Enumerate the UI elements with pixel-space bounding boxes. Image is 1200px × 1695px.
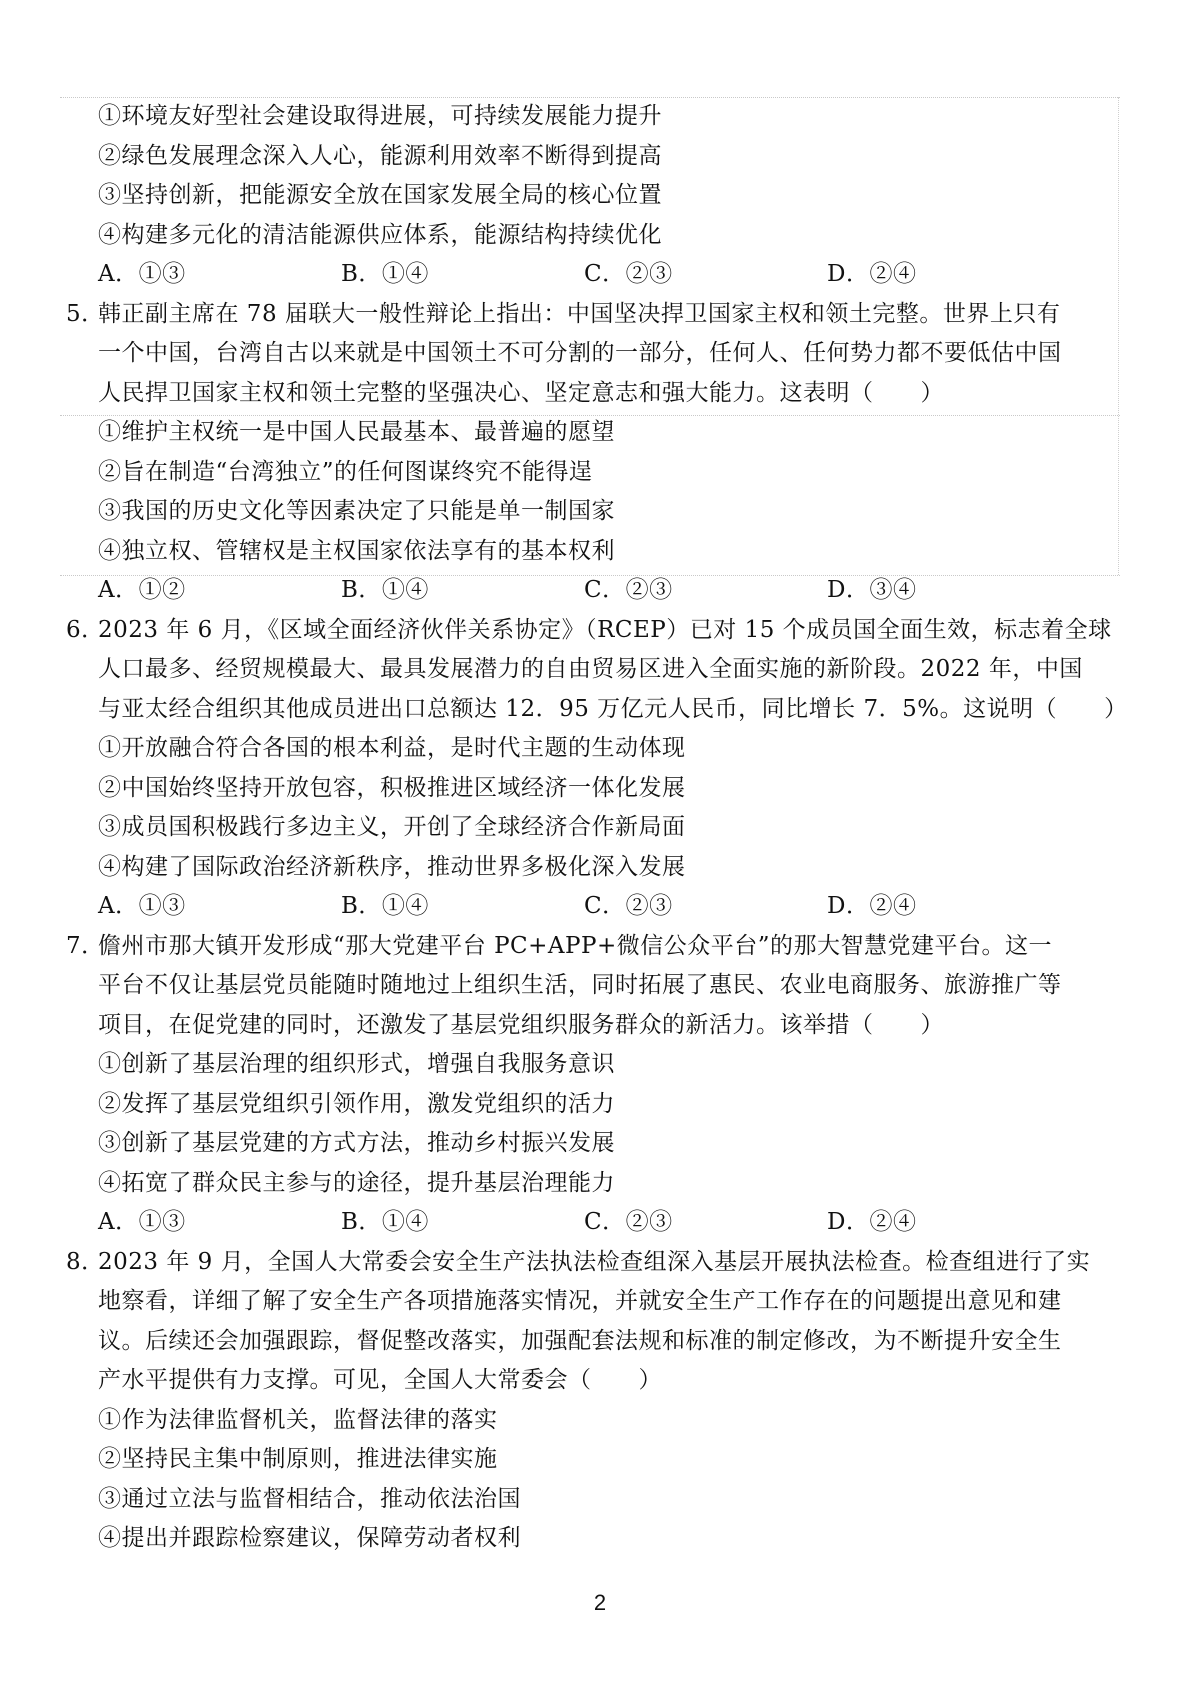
option-line: ④拓宽了群众民主参与的途径，提升基层治理能力 (98, 1169, 615, 1196)
question-number: 5． (66, 300, 105, 327)
question-content (66, 97, 1126, 1559)
option-line: ②坚持民主集中制原则，推进法律实施 (98, 1446, 498, 1472)
question-stem-line: 地察看，详细了解了安全生产各项措施落实情况，并就安全生产工作存在的问题提出意见和建 (98, 1288, 1062, 1314)
question-number: 6． (66, 616, 105, 643)
option-line: ②绿色发展理念深入人心，能源利用效率不断得到提高 (98, 142, 662, 169)
option-line: ②旨在制造“台湾独立”的任何图谋终究不能得逞 (98, 458, 593, 485)
choice-d: D．②④ (827, 1209, 917, 1235)
page-number: 2 (593, 1590, 607, 1615)
option-line: ③我国的历史文化等因素决定了只能是单一制国家 (98, 498, 615, 524)
answer-choices (66, 255, 1126, 295)
choice-b: B．①④ (341, 893, 429, 919)
question-7 (66, 927, 1126, 1243)
option-line: ④构建了国际政治经济新秩序，推动世界多极化深入发展 (98, 853, 686, 880)
option-line: ①环境友好型社会建设取得进展，可持续发展能力提升 (98, 103, 662, 129)
question-4 (66, 97, 1126, 295)
option-line: ②发挥了基层党组织引领作用，激发党组织的活力 (98, 1090, 615, 1117)
choice-c: C．②③ (584, 261, 673, 287)
question-stem-text: 儋州市那大镇开发形成“那大党建平台 PC+APP+微信公众平台”的那大智慧党建平台。这一 (98, 932, 1053, 959)
question-stem-line: 平台不仅让基层党员能随时随地过上组织生活，同时拓展了惠民、农业电商服务、旅游推广等 (98, 972, 1062, 998)
choice-c: C．②③ (584, 577, 673, 603)
option-line: ③通过立法与监督相结合，推动依法治国 (98, 1485, 521, 1512)
answer-choices (66, 887, 1126, 927)
choice-b: B．①④ (341, 1209, 429, 1235)
option-line: ③创新了基层党建的方式方法，推动乡村振兴发展 (98, 1130, 615, 1156)
option-line: ①维护主权统一是中国人民最基本、最普遍的愿望 (98, 419, 615, 445)
question-number: 7． (66, 932, 105, 959)
choice-c: C．②③ (584, 1209, 673, 1235)
question-stem-line (66, 611, 1126, 651)
question-stem-line: 一个中国，台湾自古以来就是中国领土不可分割的一部分，任何人、任何势力都不要低估中国 (98, 340, 1062, 366)
choice-a: A．①③ (98, 893, 186, 919)
choice-b: B．①④ (341, 261, 429, 287)
question-stem-line (66, 1243, 1126, 1283)
option-line: ②中国始终坚持开放包容，积极推进区域经济一体化发展 (98, 774, 686, 801)
choice-d: D．③④ (827, 577, 917, 603)
choice-d: D．②④ (827, 261, 917, 287)
choice-a: A．①③ (98, 1209, 186, 1235)
option-line: ④独立权、管辖权是主权国家依法享有的基本权利 (98, 537, 615, 564)
answer-choices (66, 571, 1126, 611)
question-8 (66, 1243, 1126, 1559)
answer-choices (66, 1203, 1126, 1243)
question-stem-line (66, 295, 1126, 335)
option-line: ①作为法律监督机关，监督法律的落实 (98, 1406, 498, 1433)
question-6 (66, 611, 1126, 927)
question-stem-line: 产水平提供有力支撑。可见，全国人大常委会（ ） (98, 1367, 662, 1393)
choice-a: A．①② (98, 577, 186, 603)
question-stem-line: 项目，在促党建的同时，还激发了基层党组织服务群众的新活力。该举措（ ） (98, 1011, 944, 1038)
question-number: 8． (66, 1248, 105, 1275)
choice-d: D．②④ (827, 893, 917, 919)
question-stem-text: 韩正副主席在 78 届联大一般性辩论上指出：中国坚决捍卫国家主权和领土完整。世界上只有 (98, 300, 1061, 327)
question-stem-line: 议。后续还会加强跟踪，督促整改落实，加强配套法规和标准的制定修改，为不断提升安全生 (98, 1327, 1062, 1354)
question-stem-line: 人口最多、经贸规模最大、最具发展潜力的自由贸易区进入全面实施的新阶段。2022 年，中国 (98, 656, 1083, 682)
option-line: ④提出并跟踪检察建议，保障劳动者权利 (98, 1525, 521, 1551)
question-stem-line: 与亚太经合组织其他成员进出口总额达 12．95 万亿元人民币，同比增长 7．5%。这说明（ ） (98, 695, 1128, 722)
choice-c: C．②③ (584, 893, 673, 919)
question-5 (66, 295, 1126, 611)
choice-b: B．①④ (341, 577, 429, 603)
option-line: ①开放融合符合各国的根本利益，是时代主题的生动体现 (98, 735, 686, 761)
option-line: ④构建多元化的清洁能源供应体系，能源结构持续优化 (98, 221, 662, 248)
option-line: ③成员国积极践行多边主义，开创了全球经济合作新局面 (98, 814, 686, 840)
option-line: ①创新了基层治理的组织形式，增强自我服务意识 (98, 1051, 615, 1077)
question-stem-text: 2023 年 9 月，全国人大常委会安全生产法执法检查组深入基层开展执法检查。检查组进行了实 (98, 1248, 1091, 1275)
question-stem-text: 2023 年 6 月，《区域全面经济伙伴关系协定》（RCEP）已对 15 个成员国全面生效，标志着全球 (98, 616, 1112, 643)
option-line: ③坚持创新，把能源安全放在国家发展全局的核心位置 (98, 182, 662, 208)
question-stem-line: 人民捍卫国家主权和领土完整的坚强决心、坚定意志和强大能力。这表明（ ） (98, 379, 944, 406)
question-stem-line (66, 927, 1126, 967)
choice-a: A．①③ (98, 261, 186, 287)
